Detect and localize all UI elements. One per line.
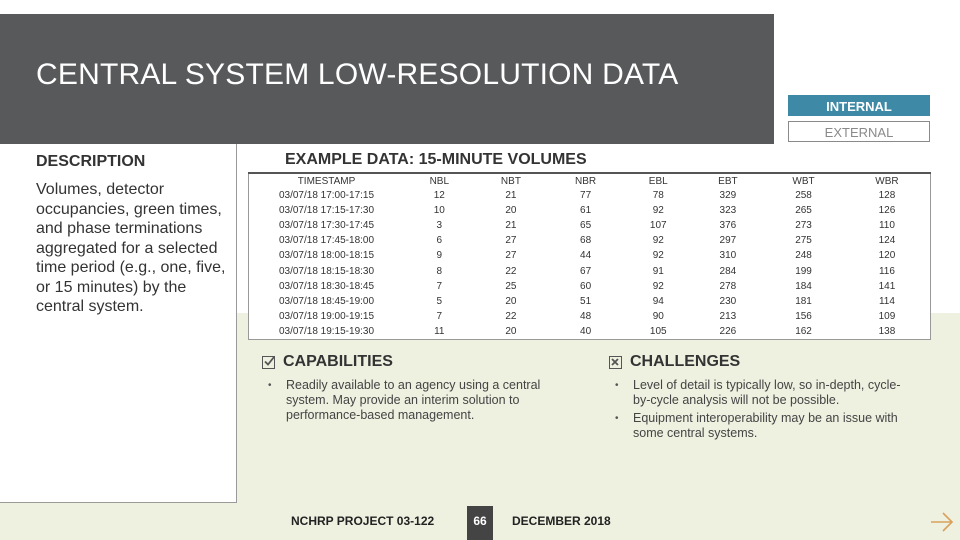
- table-cell: 20: [505, 325, 517, 337]
- table-cell: 138: [878, 325, 896, 337]
- table-cell: 11: [434, 325, 445, 337]
- footer-date-label: DECEMBER 2018: [512, 514, 611, 528]
- table-cell: 48: [580, 310, 592, 322]
- table-cell: 116: [878, 265, 895, 277]
- capabilities-heading: [262, 353, 393, 371]
- table-cell: 03/07/18 17:30-17:45: [278, 220, 375, 232]
- table-cell: 03/07/18 18:45-19:00: [278, 295, 375, 307]
- table-cell: 94: [652, 295, 664, 307]
- table-cell: 51: [580, 295, 592, 307]
- table-cell: 258: [795, 190, 812, 202]
- table-cell: 6: [436, 235, 443, 247]
- table-row: [249, 309, 931, 324]
- table-cell: 275: [795, 235, 812, 247]
- footer-project-label: NCHRP PROJECT 03-122: [291, 514, 435, 528]
- column-header: NBL: [429, 175, 450, 187]
- table-cell: 126: [878, 205, 896, 217]
- external-tag-button[interactable]: EXTERNAL: [788, 121, 930, 142]
- table-row: [249, 218, 931, 233]
- table-cell: 03/07/18 17:45-18:00: [278, 235, 375, 247]
- table-cell: 107: [649, 220, 667, 232]
- table-cell: 03/07/18 18:15-18:30: [278, 265, 375, 277]
- table-cell: 278: [719, 280, 737, 292]
- table-cell: 21: [505, 190, 517, 202]
- description-text: Volumes, detector occupancies, green times, and phase terminations aggregated for a selected time period (e.g., one, five, or 15 minutes) by the central system.: [36, 181, 226, 315]
- table-cell: 92: [652, 235, 664, 247]
- table-cell: 78: [652, 190, 664, 202]
- table-cell: 230: [719, 295, 737, 307]
- volumes-table: [248, 172, 931, 340]
- table-cell: 297: [719, 235, 737, 247]
- table-cell: 67: [580, 265, 592, 277]
- table-cell: 7: [436, 310, 443, 322]
- table-cell: 376: [719, 220, 737, 232]
- table-cell: 03/07/18 17:00-17:15: [278, 190, 375, 202]
- table-cell: 109: [878, 310, 896, 322]
- list-item: • Readily available to an agency using a central system. May provide an interim solution to performance-based management.: [268, 378, 578, 423]
- table-cell: 226: [719, 325, 737, 337]
- table-row: [249, 279, 931, 294]
- column-header: EBL: [648, 175, 668, 187]
- table-cell: 92: [652, 280, 664, 292]
- table-cell: 114: [878, 295, 895, 307]
- column-header: WBR: [875, 175, 899, 187]
- table-cell: 3: [436, 220, 443, 232]
- table-cell: 7: [436, 280, 443, 292]
- table-cell: 105: [649, 325, 667, 337]
- table-cell: 124: [878, 235, 896, 247]
- table-cell: 128: [878, 190, 896, 202]
- column-header: NBT: [500, 175, 521, 187]
- internal-tag-button[interactable]: INTERNAL: [788, 95, 930, 116]
- table-cell: 8: [436, 265, 443, 277]
- capabilities-list: [268, 378, 578, 426]
- table-cell: 273: [795, 220, 812, 232]
- table-cell: 184: [795, 280, 812, 292]
- table-cell: 10: [433, 205, 445, 217]
- table-cell: 20: [505, 295, 517, 307]
- table-cell: 25: [505, 280, 517, 292]
- table-cell: 61: [580, 205, 592, 217]
- table-row: [249, 294, 931, 309]
- table-cell: 323: [719, 205, 737, 217]
- challenges-heading-label: CHALLENGES: [630, 353, 741, 370]
- capabilities-heading-label: CAPABILITIES: [283, 353, 393, 370]
- table-cell: 77: [580, 190, 592, 202]
- table-cell: 44: [580, 250, 592, 262]
- page-title: CENTRAL SYSTEM LOW-RESOLUTION DATA: [36, 58, 679, 91]
- table-cell: 27: [505, 250, 517, 262]
- column-header: WBT: [792, 175, 815, 187]
- table-cell: 03/07/18 18:00-18:15: [278, 250, 375, 262]
- list-item: • Level of detail is typically low, so in-depth, cycle-by-cycle analysis will not be possible.: [615, 378, 915, 408]
- table-cell: 68: [580, 235, 592, 247]
- list-item: • Equipment interoperability may be an issue with some central systems.: [615, 411, 915, 441]
- table-cell: 21: [505, 220, 517, 232]
- table-cell: 110: [878, 220, 895, 232]
- page-number-badge: 66: [467, 506, 493, 540]
- description-heading: DESCRIPTION: [36, 153, 146, 170]
- table-cell: 91: [652, 265, 664, 277]
- table-cell: 90: [652, 310, 664, 322]
- table-cell: 60: [580, 280, 592, 292]
- table-row: [249, 188, 931, 203]
- table-cell: 03/07/18 17:15-17:30: [278, 205, 375, 217]
- table-cell: 27: [505, 235, 517, 247]
- table-cell: 156: [795, 310, 812, 322]
- table-cell: 5: [436, 295, 443, 307]
- table-cell: 181: [795, 295, 812, 307]
- example-data-heading: EXAMPLE DATA: 15-MINUTE VOLUMES: [285, 151, 587, 168]
- table-cell: 12: [433, 190, 445, 202]
- table-cell: 22: [505, 265, 517, 277]
- table-cell: 65: [580, 220, 592, 232]
- column-header: EBT: [718, 175, 738, 187]
- table-cell: 265: [795, 205, 812, 217]
- table-header-row: [249, 173, 931, 188]
- table-cell: 199: [795, 265, 812, 277]
- checkbox-x-icon: [609, 356, 622, 369]
- challenges-heading: [609, 353, 740, 371]
- table-cell: 03/07/18 19:00-19:15: [278, 310, 375, 322]
- table-row: [249, 248, 931, 263]
- table-cell: 92: [652, 205, 664, 217]
- table-cell: 92: [652, 250, 664, 262]
- challenges-list: [615, 378, 915, 444]
- table-row: [249, 324, 931, 340]
- table-cell: 310: [719, 250, 737, 262]
- table-cell: 213: [719, 310, 737, 322]
- column-header: NBR: [575, 175, 597, 187]
- arrow-right-icon[interactable]: [928, 508, 956, 536]
- table-cell: 03/07/18 18:30-18:45: [278, 280, 375, 292]
- table-cell: 9: [436, 250, 443, 262]
- table-row: [249, 263, 931, 278]
- table-cell: 22: [505, 310, 517, 322]
- table-cell: 329: [719, 190, 737, 202]
- table-cell: 03/07/18 19:15-19:30: [278, 325, 375, 337]
- table-row: [249, 233, 931, 248]
- table-cell: 120: [878, 250, 896, 262]
- table-cell: 248: [795, 250, 812, 262]
- table-cell: 284: [719, 265, 737, 277]
- checkbox-checked-icon: [262, 356, 275, 369]
- table-cell: 20: [505, 205, 517, 217]
- table-cell: 162: [795, 325, 812, 337]
- table-cell: 40: [580, 325, 592, 337]
- table-row: [249, 203, 931, 218]
- column-header: TIMESTAMP: [297, 175, 356, 187]
- table-cell: 141: [878, 280, 896, 292]
